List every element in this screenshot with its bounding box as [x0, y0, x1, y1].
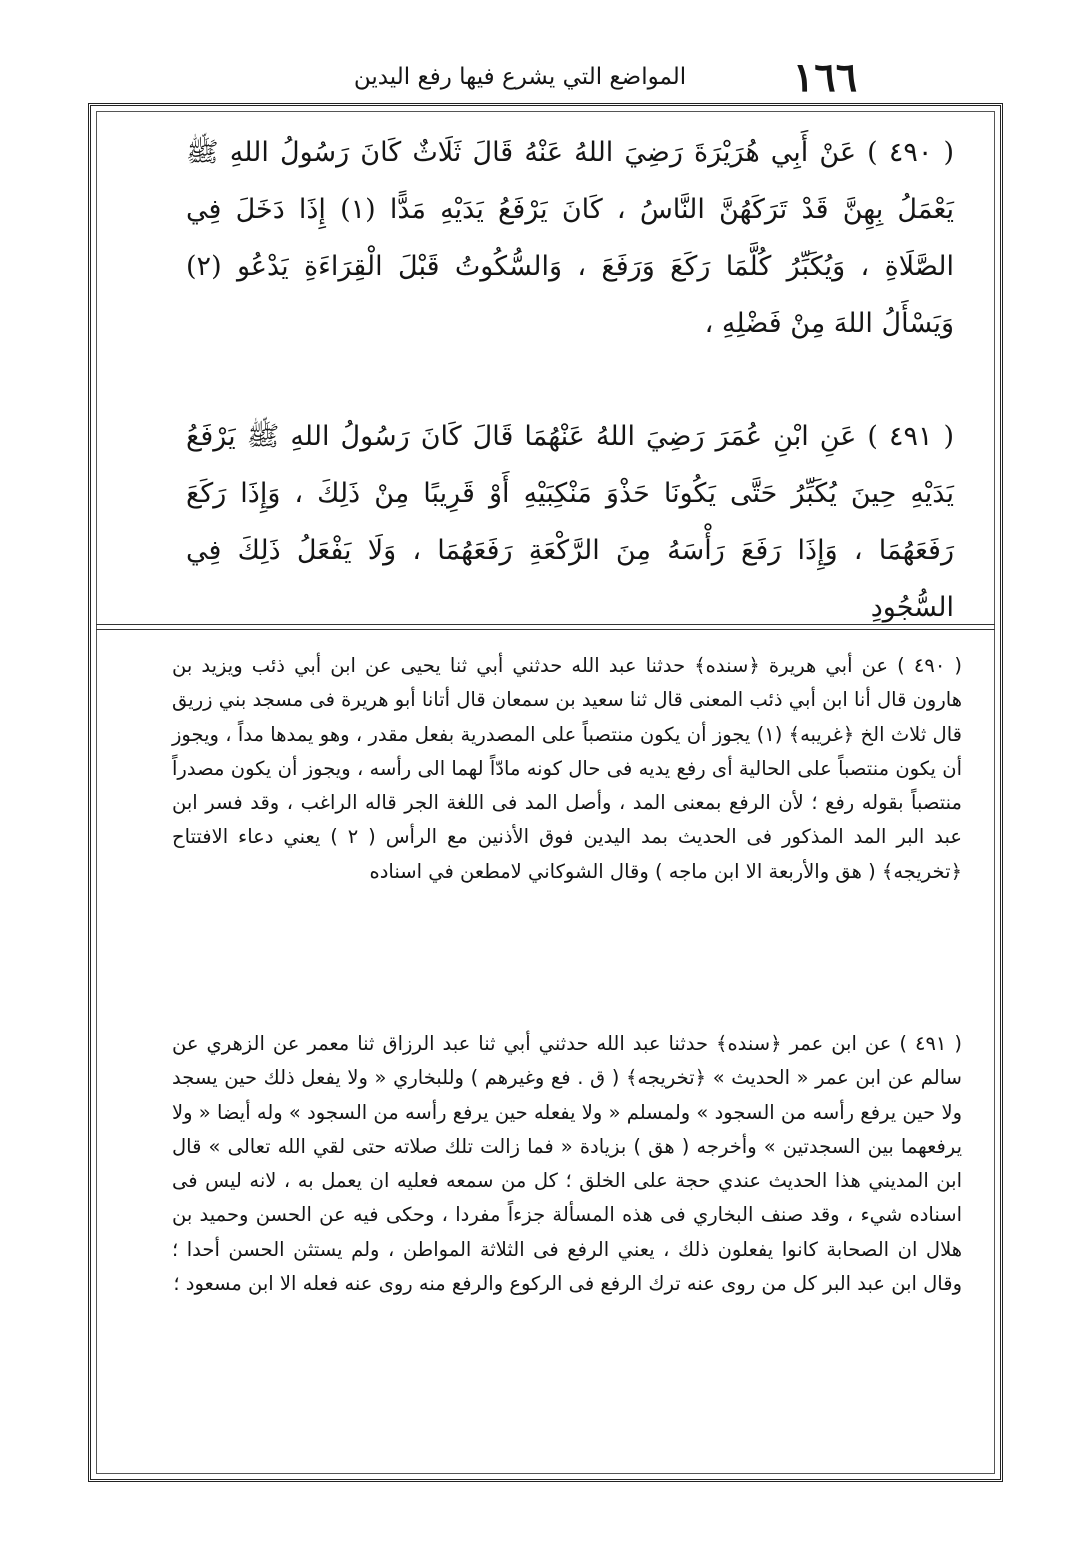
hadith-490-text: [186, 124, 954, 352]
commentary-490-paragraph: ( ٤٩٠ ) عن أبي هريرة ﴿سنده﴾ حدثنا عبد الله حدثني أبي ثنا يحيى عن ابن أبي ذئب ويزيد بن هارون قال أنا ابن أبي ذئب المعنى قال ثنا سعيد بن سمعان قال أتانا أبو هريرة فى مسجد بني زريق قال ثلاث الخ ﴿غريبه﴾ (١) يجوز أن يكون منتصباً على المصدرية بفعل مقدر ، وهو يمدها مداً ، ويجوز أن يكون منتصباً على الحالية أى رفع يديه فى حال كونه مادّاً لهما الى رأسه ، ويجوز أن يكون مصدراً منتصباً بقوله رفع ؛ لأن الرفع بمعنى المد ، وأصل المد فى اللغة الجر قاله الراغب ، وقد فسر ابن عبد البر المد المذكور فى الحديث بمد اليدين فوق الأذنين مع الرأس ( ٢ ) يعني دعاء الافتتاح ﴿تخريجه﴾ ( هق والأربعة الا ابن ماجه ) وقال الشوكاني لامطعن في اسناده: [172, 654, 963, 883]
hadith-491-paragraph: ( ٤٩١ ) عَنِ ابْنِ عُمَرَ رَضِيَ اللهُ عَنْهُمَا قَالَ كَانَ رَسُولُ اللهِ ﷺ يَرْفَعُ يَدَيْهِ حِينَ يُكَبِّرُ حَتَّى يَكُونَا حَذْوَ مَنْكِبَيْهِ أَوْ قَرِيبًا مِنْ ذَلِكَ ، وَإِذَا رَكَعَ رَفَعَهُمَا ، وَإِذَا رَفَعَ رَأْسَهُ مِنَ الرَّكْعَةِ رَفَعَهُمَا ، وَلَا يَفْعَلُ ذَلِكَ فِي السُّجُودِ: [186, 421, 954, 623]
commentary-491: [172, 1027, 962, 1301]
commentary-491-paragraph: ( ٤٩١ ) عن ابن عمر ﴿سنده﴾ حدثنا عبد الله حدثني أبي ثنا عبد الرزاق ثنا معمر عن الزهري عن سالم عن ابن عمر « الحديث » ﴿تخريجه﴾ ( ق . فع وغيرهم ) وللبخاري « ولا يفعل ذلك حين يسجد ولا حين يرفع رأسه من السجود » ولمسلم « ولا يفعله حين يرفع رأسه من السجود » وله أيضا « ولا يرفعهما بين السجدتين » وأخرجه ( هق ) بزيادة « فما زالت تلك صلاته حتى لقي الله تعالى » قال ابن المديني هذا الحديث عندي حجة على الخلق ؛ كل من سمعه فعليه ان يعمل به ، لانه ليس فى اسناده شيء ، وقد صنف البخاري فى هذه المسألة جزءاً مفردا ، وحكى فيه عن الحسن وحميد بن هلال ان الصحابة كانوا يفعلون ذلك ، يعني الرفع فى الثلاثة المواطن ، ولم يستثن الحسن أحدا ؛ وقال ابن عبد البر كل من روى عنه ترك الرفع فى الركوع والرفع منه روى عنه فعله الا ابن مسعود ؛: [172, 1032, 962, 1296]
page-number: ١٦٦: [792, 54, 858, 101]
hadith-491-text: [186, 408, 954, 636]
commentary-490: [172, 649, 962, 889]
section-divider: [96, 624, 995, 630]
hadith-490-paragraph: ( ٤٩٠ ) عَنْ أَبِي هُرَيْرَةَ رَضِيَ اللهُ عَنْهُ قَالَ ثَلَاثٌ كَانَ رَسُولُ اللهِ ﷺ يَعْمَلُ بِهِنَّ قَدْ تَرَكَهُنَّ النَّاسُ ، كَانَ يَرْفَعُ يَدَيْهِ مَدًّا (١) إِذَا دَخَلَ فِي الصَّلَاةِ ، وَيُكَبِّرُ كُلَّمَا رَكَعَ وَرَفَعَ ، وَالسُّكُوتُ قَبْلَ الْقِرَاءَةِ يَدْعُو (٢) وَيَسْأَلُ اللهَ مِنْ فَضْلِهِ ،: [186, 137, 954, 339]
running-title: المواضع التي يشرع فيها رفع اليدين: [353, 64, 687, 90]
